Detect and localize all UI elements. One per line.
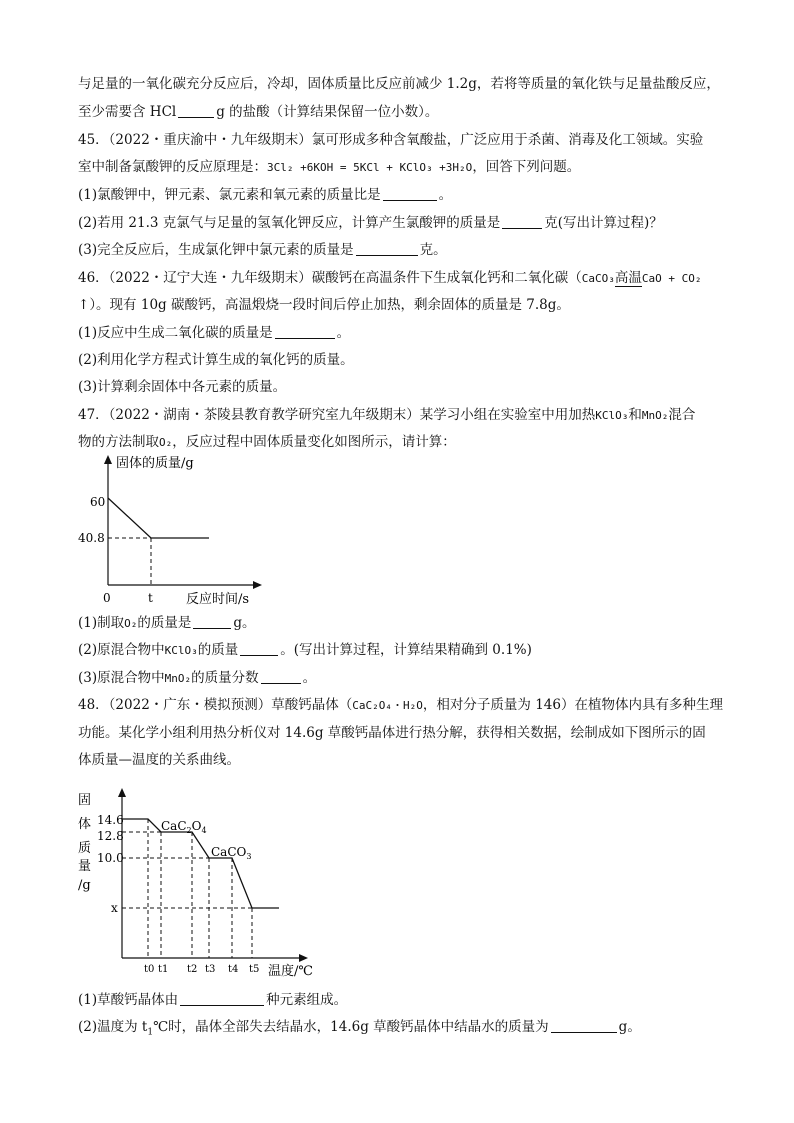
answer-blank[interactable] — [383, 186, 437, 201]
x-axis-label: 反应时间/s — [186, 592, 250, 607]
q46-part-3: (3)计算剩余固体中各元素的质量。 — [78, 379, 287, 395]
y-tick-40-8: 40.8 — [78, 531, 105, 545]
q45-part-3: (3)完全反应后，生成氯化钾中氯元素的质量是 克。 — [78, 242, 447, 258]
answer-blank[interactable] — [240, 641, 278, 656]
answer-blank[interactable] — [275, 324, 335, 339]
answer-blank[interactable] — [178, 103, 214, 118]
q46-part-1: (1)反应中生成二氧化碳的质量是 。 — [78, 325, 351, 341]
q45-part-1: (1)氯酸钾中，钾元素、氯元素和氧元素的质量比是 。 — [78, 187, 453, 203]
graph-mass-vs-temperature — [78, 786, 328, 981]
x-axis-arrow — [253, 581, 262, 589]
intro-line-2: 至少需要含 HCl g 的盐酸（计算结果保留一位小数）。 — [78, 104, 439, 120]
x-origin: 0 — [103, 591, 111, 605]
q47-part-3: (3)原混合物中MnO₂的质量分数 。 — [78, 670, 317, 686]
answer-blank[interactable] — [502, 214, 542, 229]
answer-blank[interactable] — [193, 614, 231, 629]
x-tick-t: t — [148, 591, 153, 605]
mass-curve — [108, 498, 209, 538]
y-axis-label: 固体的质量/g — [116, 456, 194, 471]
answer-blank[interactable] — [261, 669, 301, 684]
q45-stem-2: 室中制备氯酸钾的反应原理是：3Cl₂ +6KOH = 5KCl + KClO₃ +3H₂O，回答下列问题。 — [78, 159, 581, 175]
x-tick-t5: t5 — [249, 964, 260, 975]
x-tick-t2: t2 — [187, 964, 198, 975]
x-tick-t3: t3 — [205, 964, 216, 975]
y-label-char: 固 — [78, 793, 92, 808]
q48-stem-1: 48．（2022・广东・模拟预测）草酸钙晶体（CaC₂O₄・H₂O，相对分子质量为 146）在植物体内具有多种生理 — [78, 697, 723, 713]
x-tick-t0: t0 — [144, 964, 155, 975]
q45-stem-1: 45．（2022・重庆渝中・九年级期末）氯可形成多种含氧酸盐，广泛应用于杀菌、消毒及化工领域。实验 — [78, 132, 704, 148]
y-tick-60: 60 — [90, 495, 106, 509]
q48-stem-2: 功能。某化学小组利用热分析仪对 14.6g 草酸钙晶体进行热分解，获得相关数据，绘制成如下图所示的固 — [78, 725, 706, 741]
graph-mass-vs-time — [78, 455, 298, 610]
x-tick-t4: t4 — [228, 964, 239, 975]
q47-stem-1: 47．（2022・湖南・茶陵县教育教学研究室九年级期末）某学习小组在实验室中用加热KClO₃和MnO₂混合 — [78, 407, 696, 423]
intro-line-1: 与足量的一氧化碳充分反应后，冷却，固体质量比反应前减少 1.2g，若将等质量的氧化铁与足量盐酸反应， — [78, 76, 720, 92]
q47-part-2: (2)原混合物中KClO₃的质量 。(写出计算过程，计算结果精确到 0.1%) — [78, 642, 532, 658]
y-axis-arrow — [104, 455, 112, 464]
q47-stem-2: 物的方法制取O₂，反应过程中固体质量变化如图所示，请计算： — [78, 434, 456, 450]
q46-stem-1: 46．（2022・辽宁大连・九年级期末）碳酸钙在高温条件下生成氧化钙和二氧化碳（CaCO₃高温CaO + CO₂ — [78, 270, 702, 286]
y-label-char: 量 — [78, 859, 92, 874]
guide-lines — [122, 819, 252, 958]
q48-part-2: (2)温度为 $t_1℃$时，晶体全部失去结晶水，14.6g 草酸钙晶体中结晶水的质量为 g。 — [78, 1019, 641, 1038]
y-label-char: 体 — [78, 817, 92, 832]
x-axis-label: 温度/℃ — [268, 964, 313, 979]
y-axis-arrow — [118, 788, 126, 797]
y-tick-10-0: 10.0 — [97, 851, 124, 865]
answer-blank[interactable] — [551, 1018, 617, 1033]
x-tick-t1: t1 — [158, 964, 169, 975]
answer-blank[interactable] — [356, 241, 418, 256]
q46-stem-2: ↑）。现有 10g 碳酸钙，高温煅烧一段时间后停止加热，剩余固体的质量是 7.8g。 — [78, 297, 570, 313]
y-tick-12-8: 12.8 — [97, 829, 124, 843]
reaction-condition: 高温 — [614, 270, 642, 286]
label-calcium-carbonate: CaCO$_3$ — [211, 845, 252, 861]
q46-part-2: (2)利用化学方程式计算生成的氧化钙的质量。 — [78, 352, 354, 368]
answer-blank[interactable] — [180, 991, 264, 1006]
q48-stem-3: 体质量—温度的关系曲线。 — [78, 752, 240, 768]
y-label-char: 质 — [78, 841, 92, 856]
y-label-char: /g — [78, 878, 91, 893]
label-calcium-oxalate: $CaC_2O_4$ — [161, 819, 207, 835]
y-tick-x: x — [111, 901, 118, 915]
q47-part-1: (1)制取O₂的质量是 g。 — [78, 615, 256, 631]
q45-part-2: (2)若用 21.3 克氯气与足量的氢氧化钾反应，计算产生氯酸钾的质量是 克(写出计算过程)？ — [78, 215, 663, 231]
x-axis-arrow — [299, 954, 308, 962]
q48-part-1: (1)草酸钙晶体由 种元素组成。 — [78, 992, 348, 1008]
q45-equation: 3Cl₂ +6KOH = 5KCl + KClO₃ +3H₂O — [267, 161, 473, 174]
y-tick-14-6: 14.6 — [97, 813, 124, 827]
